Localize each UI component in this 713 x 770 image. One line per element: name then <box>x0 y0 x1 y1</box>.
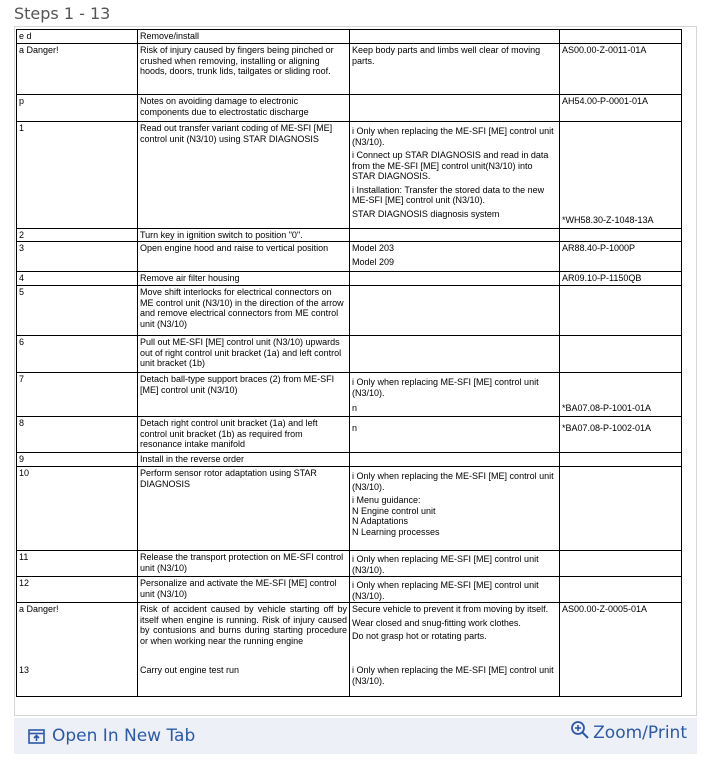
step-cell: 10 <box>17 467 138 551</box>
step-cell: 11 <box>17 551 138 577</box>
zoom-print-label: Zoom/Print <box>593 723 687 743</box>
ref-code: *WH58.30-Z-1048-13A <box>562 214 654 225</box>
note-line: i Only when replacing the ME-SFI [ME] control unit (N3/10). <box>352 126 554 147</box>
note-line: i Only when replacing the ME-SFI [ME] control unit (N3/10). <box>352 665 554 686</box>
notes-cell <box>350 272 560 286</box>
ref-cell: AR88.40-P-1000P <box>560 242 682 272</box>
table-row <box>17 122 682 229</box>
action-cell: Perform sensor rotor adaptation using STAR DIAGNOSIS <box>138 467 350 551</box>
ref-cell: AS00.00-Z-0005-01A <box>560 603 682 697</box>
notes-cell <box>350 95 560 122</box>
note-line: Model 209 <box>352 256 395 267</box>
step-cell: 7 <box>17 373 138 417</box>
table-row <box>17 336 682 373</box>
action-cell: Turn key in ignition switch to position "0". <box>138 229 350 242</box>
notes-cell: i Only when replacing ME-SFI [ME] control unit (N3/10). <box>350 551 560 577</box>
action-cell: Remove/install <box>138 30 350 44</box>
danger-text: Risk of accident caused by vehicle starting off by itself when engine is running. Risk of injury caused by contusions and burns during starting procedure or when working near the running engine <box>140 604 347 646</box>
step-cell: 9 <box>17 453 138 467</box>
ref-cell <box>560 122 682 229</box>
ref-cell <box>560 373 682 417</box>
table-row <box>17 44 682 95</box>
note-line: Model 203 <box>352 243 395 253</box>
action-cell: Detach right control unit bracket (1a) and left control unit bracket (1b) as required from resonance intake manifold <box>138 417 350 453</box>
note-line: N Engine control unit <box>352 505 436 516</box>
ref-code: *BA07.08-P-1001-01A <box>562 402 652 413</box>
note-line: i Connect up STAR DIAGNOSIS and read in data from the ME-SFI [ME] control unit(N3/10) into STAR DIAGNOSIS. <box>352 150 549 181</box>
open-in-new-tab-button[interactable] <box>28 726 195 746</box>
note-line: i Installation: Transfer the stored data to the new ME-SFI [ME] control unit (N3/10). <box>352 184 545 205</box>
note-line: STAR DIAGNOSIS diagnosis system <box>352 208 500 219</box>
ref-cell <box>560 286 682 336</box>
ref-cell <box>560 336 682 373</box>
ref-cell <box>560 467 682 551</box>
table-row <box>17 417 682 453</box>
note-line: i Only when replacing the ME-SFI [ME] control unit (N3/10). <box>352 471 554 492</box>
step-cell: 8 <box>17 417 138 453</box>
action-cell: Risk of injury caused by fingers being pinched or crushed when removing, installing or aligning hoods, doors, trunk lids, tailgates or sliding roof. <box>138 44 350 95</box>
notes-cell <box>350 417 560 453</box>
ref-code: *BA07.08-P-1002-01A <box>562 423 652 433</box>
action-cell: Detach ball-type support braces (2) from ME-SFI [ME] control unit (N3/10) <box>138 373 350 417</box>
table-row <box>17 95 682 122</box>
notes-cell <box>350 603 560 697</box>
note-line: Secure vehicle to prevent it from moving by itself. <box>352 604 549 614</box>
action-cell: Install in the reverse order <box>138 453 350 467</box>
notes-cell <box>350 373 560 417</box>
note-line: Do not grasp hot or rotating parts. <box>352 631 487 641</box>
notes-cell <box>350 467 560 551</box>
step-cell <box>17 603 138 697</box>
table-row <box>17 453 682 467</box>
note-line: n <box>352 423 358 433</box>
zoom-in-icon <box>570 720 590 740</box>
notes-cell: Keep body parts and limbs well clear of moving parts. <box>350 44 560 95</box>
step-cell: 6 <box>17 336 138 373</box>
table-row <box>17 551 682 577</box>
ref-cell: AS00.00-Z-0011-01A <box>560 44 682 95</box>
ref-cell <box>560 30 682 44</box>
ref-cell <box>560 577 682 603</box>
table-row <box>17 577 682 603</box>
table-row <box>17 242 682 272</box>
notes-cell <box>350 229 560 242</box>
step-cell: p <box>17 95 138 122</box>
table-row <box>17 30 682 44</box>
step-cell: 12 <box>17 577 138 603</box>
note-line: N Adaptations <box>352 516 409 526</box>
action-cell: Notes on avoiding damage to electronic components due to electrostatic discharge <box>138 95 350 122</box>
step-number: 13 <box>19 665 30 675</box>
note-line: n <box>352 403 358 413</box>
note-line: i Only when replacing ME-SFI [ME] control unit (N3/10). <box>352 377 539 398</box>
procedure-table <box>16 29 682 697</box>
ref-cell: AH54.00-P-0001-01A <box>560 95 682 122</box>
notes-cell <box>350 242 560 272</box>
table-row <box>17 229 682 242</box>
action-cell: Read out transfer variant coding of ME-SFI [ME] control unit (N3/10) using STAR DIAGNOSIS <box>138 122 350 229</box>
ref-cell <box>560 229 682 242</box>
table-row <box>17 603 682 697</box>
action-cell: Open engine hood and raise to vertical position <box>138 242 350 272</box>
action-cell: Personalize and activate the ME-SFI [ME] control unit (N3/10) <box>138 577 350 603</box>
step-cell: 3 <box>17 242 138 272</box>
notes-cell <box>350 453 560 467</box>
step-action: Carry out engine test run <box>140 665 240 675</box>
notes-cell <box>350 286 560 336</box>
action-cell: Pull out ME-SFI [ME] control unit (N3/10) upwards out of right control unit bracket (1a) and left control unit bracket (1b) <box>138 336 350 373</box>
note-line: Wear closed and snug-fitting work clothes. <box>352 617 521 628</box>
ref-cell <box>560 417 682 453</box>
table-row <box>17 467 682 551</box>
action-cell <box>138 603 350 697</box>
open-new-tab-icon <box>28 729 45 744</box>
note-line: i Menu guidance: <box>352 495 421 505</box>
step-cell: 5 <box>17 286 138 336</box>
step-cell: 4 <box>17 272 138 286</box>
ref-cell: AR09.10-P-1150QB <box>560 272 682 286</box>
ref-cell <box>560 453 682 467</box>
table-row <box>17 286 682 336</box>
notes-cell <box>350 122 560 229</box>
note-line: N Learning processes <box>352 526 440 537</box>
notes-cell <box>350 30 560 44</box>
action-cell: Remove air filter housing <box>138 272 350 286</box>
table-row <box>17 373 682 417</box>
step-cell: 1 <box>17 122 138 229</box>
page-title: Steps 1 - 13 <box>14 4 111 23</box>
danger-label: a Danger! <box>19 604 59 614</box>
action-cell: Move shift interlocks for electrical connectors on ME control unit (N3/10) in the direction of the arrow and remove electrical connectors from ME control unit (N3/10) <box>138 286 350 336</box>
notes-cell <box>350 336 560 373</box>
step-cell: e d <box>17 30 138 44</box>
table-row <box>17 272 682 286</box>
action-cell: Release the transport protection on ME-SFI control unit (N3/10) <box>138 551 350 577</box>
step-cell: a Danger! <box>17 44 138 95</box>
ref-cell <box>560 551 682 577</box>
notes-cell: i Only when replacing ME-SFI [ME] control unit (N3/10). <box>350 577 560 603</box>
zoom-print-button[interactable] <box>570 723 687 743</box>
viewer-footer <box>14 718 697 754</box>
step-cell: 2 <box>17 229 138 242</box>
open-in-new-tab-label: Open In New Tab <box>52 726 196 746</box>
